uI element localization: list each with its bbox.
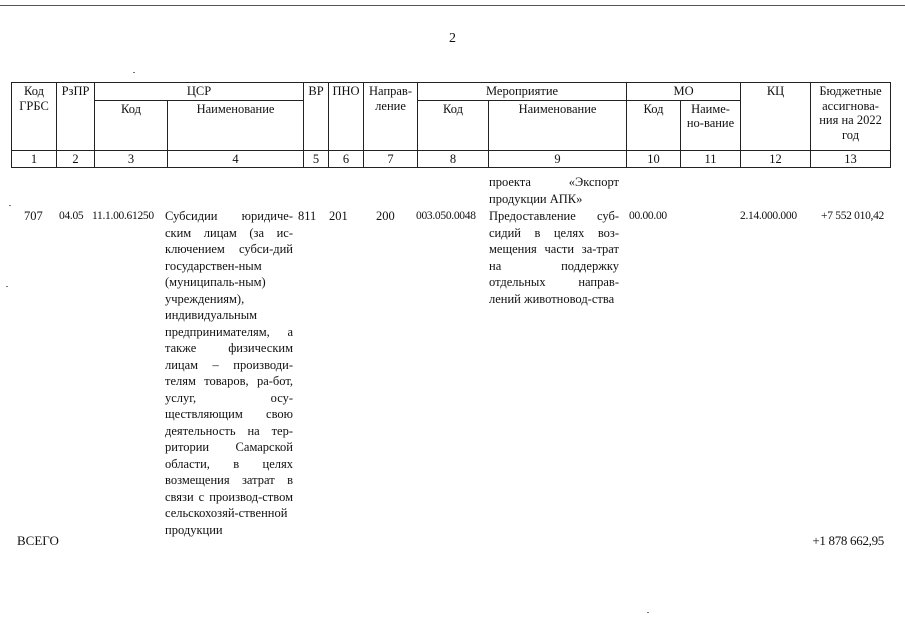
header-budget: Бюджетные ассигнова-ния на 2022 год: [811, 83, 891, 151]
header-csr-code: Код: [95, 100, 168, 150]
budget-table: [11, 82, 891, 168]
header-mo-code: Код: [627, 100, 681, 150]
column-number-row: [12, 150, 891, 167]
top-rule: [0, 5, 905, 6]
cell-event-code: 003.050.0048: [416, 210, 476, 222]
cell-mo-code: 00.00.00: [629, 210, 667, 222]
column-number: 12: [741, 150, 811, 167]
column-number: 5: [304, 150, 329, 167]
header-vr: ВР: [304, 83, 329, 151]
cell-rzpr: 04.05: [59, 210, 84, 222]
header-row-1: [12, 83, 891, 101]
header-rzpr: РзПР: [57, 83, 95, 151]
column-number: 7: [364, 150, 418, 167]
header-event-name: Наименование: [489, 100, 627, 150]
cell-pno: 201: [329, 209, 348, 223]
cell-grbs: 707: [24, 209, 43, 223]
scan-speck: [9, 205, 11, 206]
header-mo: МО: [627, 83, 741, 101]
header-pno: ПНО: [329, 83, 364, 151]
cell-csr-name: Субсидии юридиче-ским лицам (за ис-ключением субси-дий государствен-ным (муниципаль-ным) учреждениям), индивидуальным предпринимателям, а также физическим лицам – производи-телям товаров, ра-бот, услуг, осу-ществляющим свою деятельность на тер-ритории Самарской области, в целях возмещения затрат в связи с производ-ством сельскохозяй-ственной продукции: [165, 209, 293, 537]
event-name-carryover: проекта «Экспорт продукции АПК»: [489, 175, 619, 206]
cell-kc: 2.14.000.000: [740, 210, 797, 222]
scan-speck: [647, 612, 649, 613]
total-label: ВСЕГО: [17, 533, 59, 548]
column-number: 13: [811, 150, 891, 167]
header-csr-name: Наименование: [168, 100, 304, 150]
column-number: 8: [418, 150, 489, 167]
column-number: 10: [627, 150, 681, 167]
header-event: Мероприятие: [418, 83, 627, 101]
total-amount: +1 878 662,95: [812, 533, 884, 548]
column-number: 11: [681, 150, 741, 167]
page-number: 2: [449, 31, 456, 46]
header-grbs: Код ГРБС: [12, 83, 57, 151]
column-number: 4: [168, 150, 304, 167]
header-kc: КЦ: [741, 83, 811, 151]
header-csr: ЦСР: [95, 83, 304, 101]
column-number: 2: [57, 150, 95, 167]
header-mo-name: Наиме-но-вание: [681, 100, 741, 150]
cell-vr: 811: [298, 209, 317, 223]
cell-event-name: Предоставление суб-сидий в целях воз-мещения части за-трат на поддержку отдельных направ-лений животновод-ства: [489, 209, 619, 306]
column-number: 6: [329, 150, 364, 167]
column-number: 1: [12, 150, 57, 167]
cell-amount: +7 552 010,42: [821, 210, 884, 222]
cell-direction: 200: [376, 209, 395, 223]
column-number: 9: [489, 150, 627, 167]
header-direction: Направ-ление: [364, 83, 418, 151]
cell-csr-code: 11.1.00.61250: [92, 210, 154, 222]
column-number: 3: [95, 150, 168, 167]
header-event-code: Код: [418, 100, 489, 150]
scan-speck: [6, 286, 8, 287]
scan-speck: [133, 72, 135, 73]
